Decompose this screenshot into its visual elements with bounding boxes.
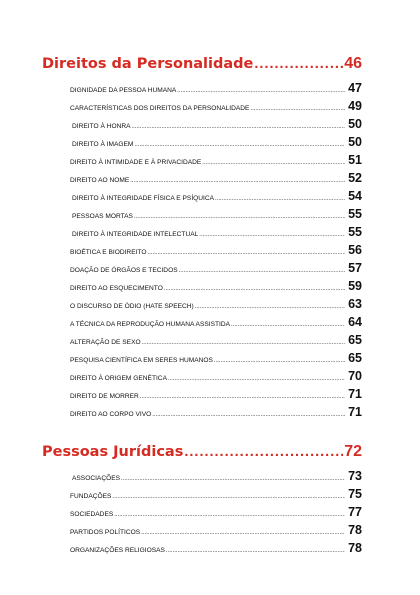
entry-title: DOAÇÃO DE ÓRGÃOS E TECIDOS <box>70 267 178 274</box>
entry-page-number: 50 <box>348 117 362 131</box>
dot-leader <box>184 444 343 460</box>
dot-leader <box>199 232 345 238</box>
dot-leader <box>114 512 345 518</box>
entry-title: SOCIEDADES <box>70 511 114 518</box>
toc-entry[interactable] <box>42 261 362 279</box>
toc-section-direitos-personalidade <box>42 55 362 423</box>
entry-page-number: 65 <box>348 351 362 365</box>
dot-leader <box>214 358 345 364</box>
entry-title: DIREITO À INTEGRIDADE INTELECTUAL <box>72 231 199 238</box>
toc-entry[interactable] <box>42 279 362 297</box>
toc-entry-list <box>42 81 362 423</box>
entry-page-number: 51 <box>348 153 362 167</box>
toc-entry[interactable] <box>42 243 362 261</box>
dot-leader <box>179 268 345 274</box>
entry-page-number: 57 <box>348 261 362 275</box>
dot-leader <box>134 214 345 220</box>
entry-page-number: 55 <box>348 207 362 221</box>
section-page-number: 46 <box>344 55 362 72</box>
toc-entry[interactable] <box>42 207 362 225</box>
section-heading[interactable] <box>42 443 362 461</box>
entry-page-number: 65 <box>348 333 362 347</box>
entry-page-number: 78 <box>348 523 362 537</box>
entry-title: PESQUISA CIENTÍFICA EM SERES HUMANOS <box>70 357 213 364</box>
section-title: Pessoas Jurídicas <box>42 444 184 460</box>
entry-page-number: 55 <box>348 225 362 239</box>
toc-entry[interactable] <box>42 469 362 487</box>
entry-page-number: 47 <box>348 81 362 95</box>
toc-entry[interactable] <box>42 387 362 405</box>
dot-leader <box>195 304 345 310</box>
toc-entry[interactable] <box>42 189 362 207</box>
entry-page-number: 64 <box>348 315 362 329</box>
toc-entry[interactable] <box>42 523 362 541</box>
toc-entry[interactable] <box>42 505 362 523</box>
entry-title: DIREITO DE MORRER <box>70 393 139 400</box>
toc-entry[interactable] <box>42 351 362 369</box>
toc-entry[interactable] <box>42 541 362 559</box>
entry-page-number: 71 <box>348 405 362 419</box>
dot-leader <box>166 548 345 554</box>
dot-leader <box>132 124 346 130</box>
entry-title: PARTIDOS POLÍTICOS <box>70 529 141 536</box>
toc-entry[interactable] <box>42 315 362 333</box>
dot-leader <box>177 88 345 94</box>
dot-leader <box>121 476 345 482</box>
entry-title: DIREITO À ORIGEM GENÉTICA <box>70 375 167 382</box>
entry-title: BIOÉTICA E BIODIREITO <box>70 249 147 256</box>
toc-entry-list <box>42 469 362 559</box>
entry-page-number: 75 <box>348 487 362 501</box>
dot-leader <box>152 412 345 418</box>
entry-title: DIREITO AO CORPO VIVO <box>70 411 152 418</box>
entry-title: ASSOCIAÇÕES <box>72 475 121 482</box>
entry-page-number: 52 <box>348 171 362 185</box>
toc-entry[interactable] <box>42 369 362 387</box>
toc-entry[interactable] <box>42 171 362 189</box>
entry-page-number: 56 <box>348 243 362 257</box>
dot-leader <box>134 142 345 148</box>
entry-title: PESSOAS MORTAS <box>72 213 133 220</box>
entry-title: DIREITO À HONRA <box>72 123 131 130</box>
dot-leader <box>168 376 345 382</box>
entry-title: DIGNIDADE DA PESSOA HUMANA <box>70 87 177 94</box>
dot-leader <box>202 160 345 166</box>
entry-title: DIREITO À INTEGRIDADE FÍSICA E PSÍQUICA <box>72 195 215 202</box>
entry-page-number: 49 <box>348 99 362 113</box>
entry-title: A TÉCNICA DA REPRODUÇÃO HUMANA ASSISTIDA <box>70 321 230 328</box>
toc-entry[interactable] <box>42 487 362 505</box>
toc-section-pessoas-juridicas <box>42 443 362 559</box>
dot-leader <box>141 530 345 536</box>
dot-leader <box>112 494 345 500</box>
toc-entry[interactable] <box>42 99 362 117</box>
dot-leader <box>164 286 345 292</box>
entry-title: ALTERAÇÃO DE SEXO <box>70 339 141 346</box>
entry-title: ORGANIZAÇÕES RELIGIOSAS <box>70 547 165 554</box>
entry-page-number: 77 <box>348 505 362 519</box>
toc-entry[interactable] <box>42 225 362 243</box>
toc-entry[interactable] <box>42 405 362 423</box>
dot-leader <box>142 340 345 346</box>
toc-entry[interactable] <box>42 117 362 135</box>
entry-page-number: 54 <box>348 189 362 203</box>
entry-page-number: 78 <box>348 541 362 555</box>
toc-entry[interactable] <box>42 153 362 171</box>
entry-title: DIREITO À INTIMIDADE E À PRIVACIDADE <box>70 159 202 166</box>
dot-leader <box>231 322 345 328</box>
entry-title: CARACTERÍSTICAS DOS DIREITOS DA PERSONALIDADE <box>70 105 250 112</box>
entry-page-number: 63 <box>348 297 362 311</box>
entry-page-number: 73 <box>348 469 362 483</box>
toc-entry[interactable] <box>42 81 362 99</box>
dot-leader <box>250 106 345 112</box>
section-page-number: 72 <box>344 443 362 460</box>
toc-entry[interactable] <box>42 297 362 315</box>
toc-entry[interactable] <box>42 135 362 153</box>
entry-page-number: 71 <box>348 387 362 401</box>
entry-title: DIREITO AO NOME <box>70 177 130 184</box>
entry-page-number: 70 <box>348 369 362 383</box>
section-title: Direitos da Personalidade <box>42 56 254 72</box>
section-heading[interactable] <box>42 55 362 73</box>
dot-leader <box>254 56 343 72</box>
dot-leader <box>215 196 345 202</box>
dot-leader <box>130 178 345 184</box>
toc-entry[interactable] <box>42 333 362 351</box>
entry-title: FUNDAÇÕES <box>70 493 112 500</box>
entry-title: O DISCURSO DE ÓDIO (HATE SPEECH) <box>70 303 194 310</box>
dot-leader <box>147 250 345 256</box>
entry-page-number: 59 <box>348 279 362 293</box>
dot-leader <box>140 394 345 400</box>
entry-page-number: 50 <box>348 135 362 149</box>
entry-title: DIREITO AO ESQUECIMENTO <box>70 285 163 292</box>
entry-title: DIREITO À IMAGEM <box>72 141 134 148</box>
